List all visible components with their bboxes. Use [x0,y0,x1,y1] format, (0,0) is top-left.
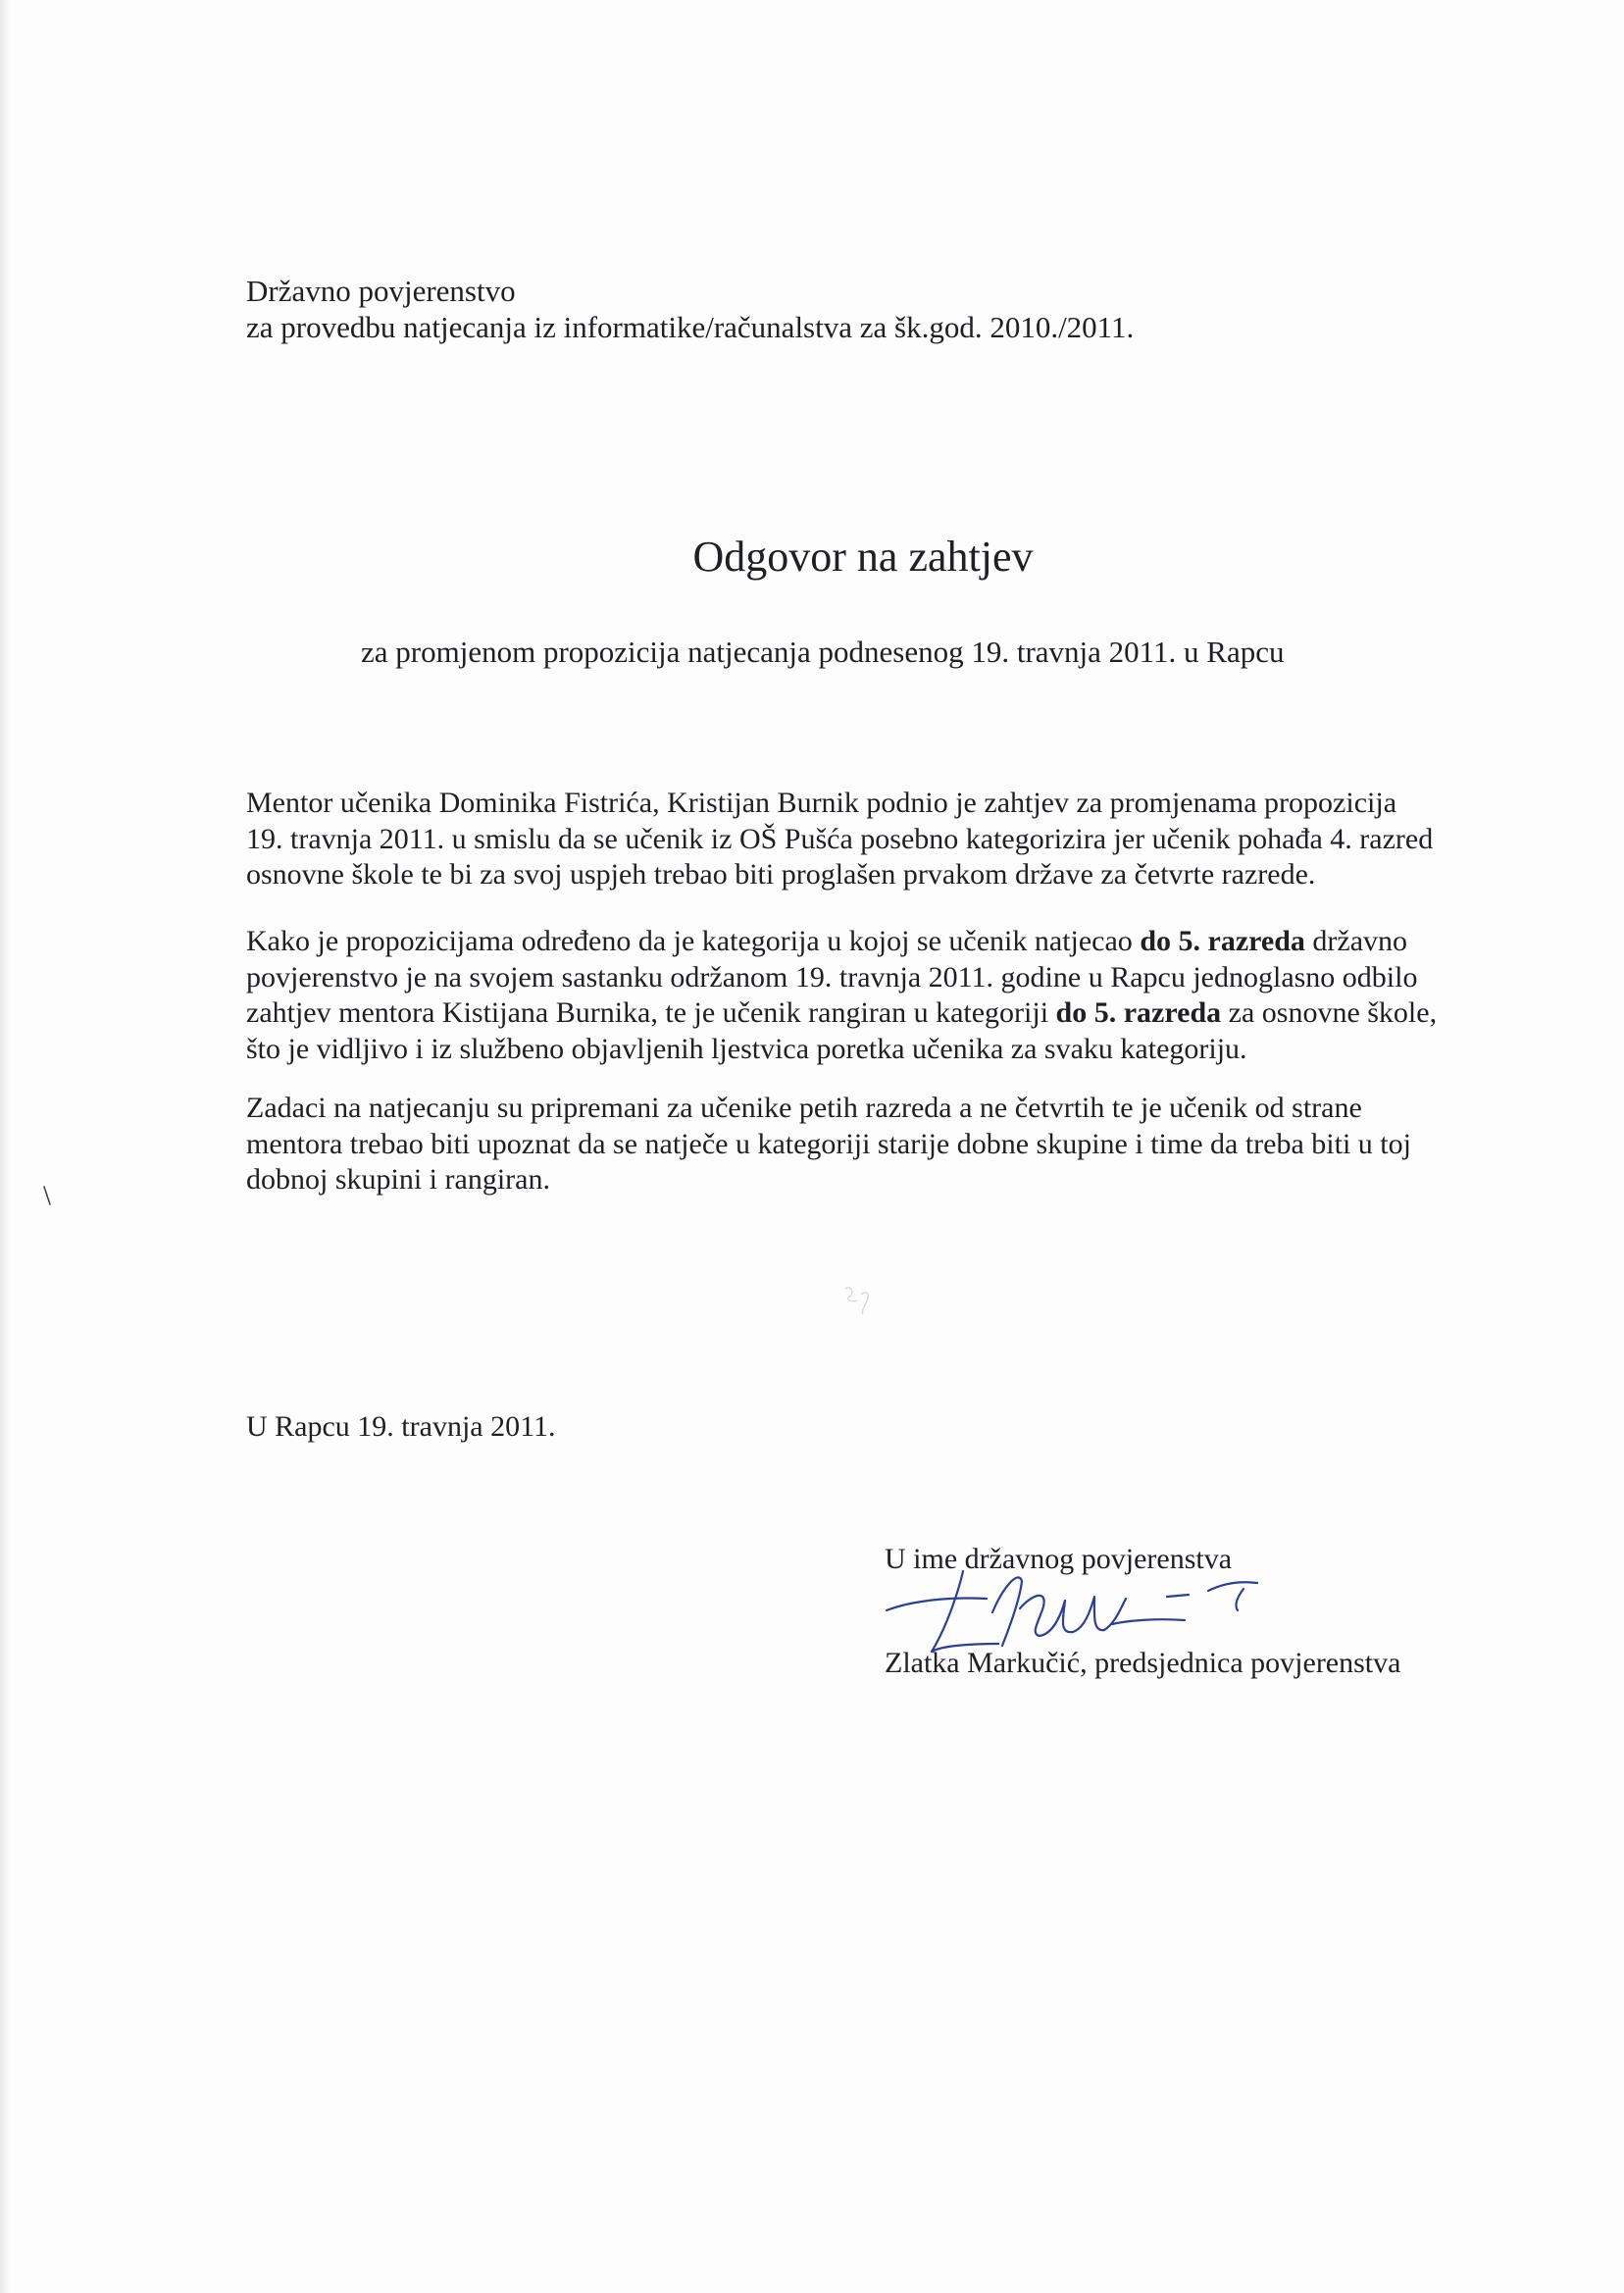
document-subtitle: za promjenom propozicija natjecanja podnesenog 19. travnja 2011. u Rapcu [361,635,1285,669]
paragraph-2-emphasis-2: do 5. razreda [1055,996,1222,1029]
handwritten-signature [873,1550,1294,1677]
paragraph-1 [246,786,1433,893]
faint-pencil-mark [839,1281,879,1320]
paragraph-3-line-3: dobnoj skupini i rangiran. [246,1163,550,1196]
place-and-date: U Rapcu 19. travnja 2011. [246,1410,556,1443]
document-header [246,273,1134,345]
paragraph-2-line-3-a: zahtjev mentora Kistijana Burnika, te je učenik rangiran u kategoriji [246,996,1056,1029]
paragraph-1-line-3: osnovne škole te bi za svoj uspjeh trebao biti proglašen prvakom države za četvrte razrede. [246,858,1316,891]
paragraph-3-line-2: mentora trebao biti upoznat da se natječe u kategoriji starije dobne skupine i time da treba biti u toj [246,1127,1411,1160]
paragraph-3-line-1: Zadaci na natjecanju su pripremani za učenike petih razreda a ne četvrtih te je učenik od strane [246,1092,1362,1124]
stray-pen-mark [41,1184,53,1207]
paragraph-2-line-1-c: državno [1304,925,1408,957]
paragraph-2 [246,924,1437,1067]
paragraph-2-line-4: što je vidljivo i iz službeno objavljenih ljestvica poretka učenika za svaku kategoriju. [246,1032,1247,1065]
document-title: Odgovor na zahtjev [692,533,1034,581]
paragraph-1-line-2: 19. travnja 2011. u smislu da se učenik iz OŠ Pušća posebno kategorizira jer učenik pohađa 4. razred [246,822,1434,855]
paragraph-2-line-3 [246,995,1437,1032]
paragraph-3 [246,1091,1411,1198]
paragraph-2-line-3-c: za osnovne škole, [1221,996,1438,1029]
paragraph-2-line-1-a: Kako je propozicijama određeno da je kategorija u kojoj se učenik natjecao [246,925,1141,957]
paragraph-2-line-1 [246,924,1437,960]
page-edge-shadow [0,0,10,2293]
paragraph-2-emphasis-1: do 5. razreda [1140,925,1305,957]
signature-on-behalf-line: U ime državnog povjerenstva [885,1543,1233,1575]
header-line-1: Državno povjerenstvo [246,274,516,308]
header-line-2: za provedbu natjecanja iz informatike/računalstva za šk.god. 2010./2011. [246,310,1135,344]
paragraph-2-line-2: povjerenstvo je na svojem sastanku održanom 19. travnja 2011. godine u Rapcu jednoglasno odbilo [246,960,1418,994]
signatory-name-line: Zlatka Markučić, predsjednica povjerenstva [885,1647,1401,1679]
paragraph-1-line-1: Mentor učenika Dominika Fistrića, Kristijan Burnik podnio je zahtjev za promjenama propozicija [246,787,1397,819]
